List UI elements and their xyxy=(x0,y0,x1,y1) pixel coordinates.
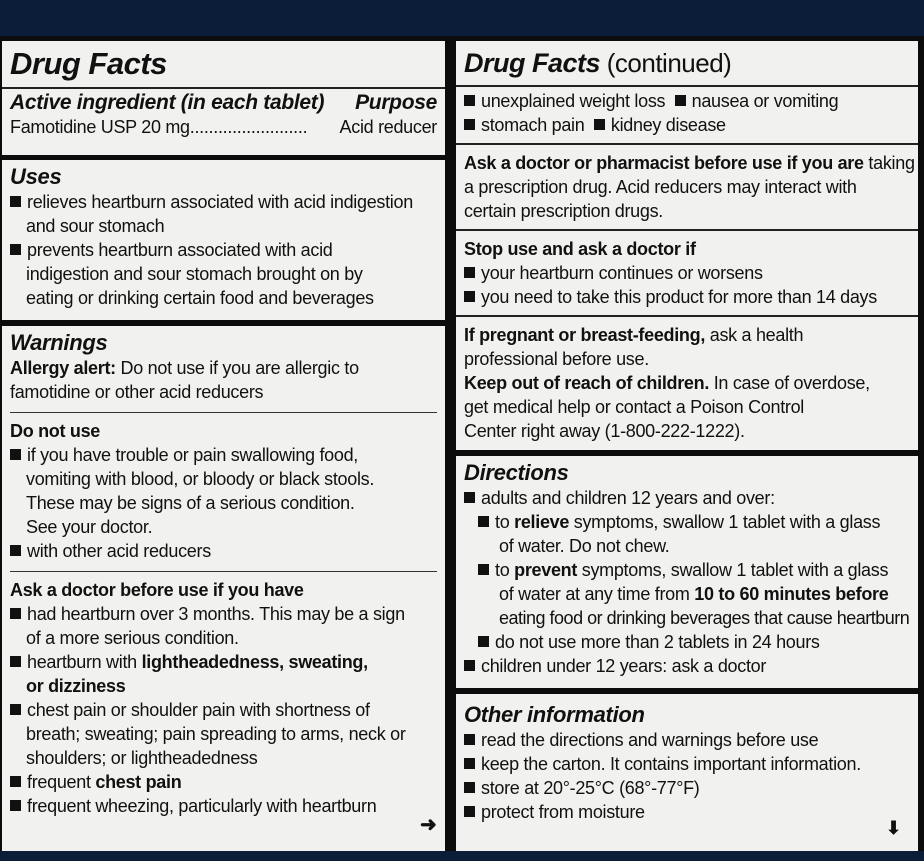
pregnancy-warning-cont: professional before use. xyxy=(464,349,649,369)
do-not-use-title: Do not use xyxy=(10,421,100,441)
active-ingredient-header xyxy=(10,91,437,115)
other-information-box xyxy=(456,694,918,851)
bullet-icon xyxy=(10,704,21,715)
bullet-icon xyxy=(10,608,21,619)
continued-box xyxy=(456,41,918,450)
pregnancy-warning: If pregnant or breast-feeding, ask a health xyxy=(464,325,804,345)
divider xyxy=(456,315,918,317)
list-item: adults and children 12 years and over: xyxy=(464,486,910,510)
list-item: of water. Do not chew. xyxy=(499,536,670,556)
uses-title: Uses xyxy=(10,164,62,189)
list-item: or dizziness xyxy=(26,676,126,696)
list-item: indigestion and sour stomach brought on by xyxy=(26,264,363,284)
divider xyxy=(456,85,918,87)
keep-out-of-reach-cont: get medical help or contact a Poison Control xyxy=(464,397,804,417)
bullet-icon xyxy=(478,516,489,527)
list-item: with other acid reducers xyxy=(10,539,437,563)
uses-box xyxy=(2,160,445,320)
list-item: your heartburn continues or worsens xyxy=(464,261,910,285)
bullet-icon xyxy=(10,196,21,207)
list-item: store at 20°-25°C (68°-77°F) xyxy=(464,776,910,800)
bullet-icon xyxy=(464,119,475,130)
bullet-icon xyxy=(10,244,21,255)
drug-facts-panel xyxy=(0,36,924,851)
list-item: protect from moisture xyxy=(464,800,910,824)
ask-pharmacist-cont: certain prescription drugs. xyxy=(464,201,663,221)
right-column xyxy=(456,36,918,851)
bullet-icon xyxy=(478,564,489,575)
bullet-icon xyxy=(464,291,475,302)
divider xyxy=(456,229,918,231)
list-item: prevents heartburn associated with acid xyxy=(10,238,437,262)
list-item: breath; sweating; pain spreading to arms, neck or xyxy=(26,724,406,744)
purpose-label: Purpose xyxy=(355,91,437,114)
list-item: if you have trouble or pain swallowing food, xyxy=(10,443,437,467)
drug-facts-continued-title: Drug Facts (continued) xyxy=(464,48,732,78)
bullet-icon xyxy=(478,636,489,647)
list-item: keep the carton. It contains important information. xyxy=(464,752,910,776)
active-ingredient-label: Active ingredient (in each tablet) xyxy=(10,91,325,114)
arrow-right-icon: ➜ xyxy=(420,814,437,836)
directions-title: Directions xyxy=(464,460,569,485)
list-item: relieves heartburn associated with acid indigestion xyxy=(10,190,437,214)
list-item: See your doctor. xyxy=(26,517,153,537)
bullet-icon xyxy=(464,806,475,817)
list-item: heartburn with lightheadedness, sweating, xyxy=(10,650,437,674)
bullet-icon xyxy=(464,660,475,671)
header-box xyxy=(2,41,445,155)
bullet-icon xyxy=(10,776,21,787)
list-item: of a more serious condition. xyxy=(26,628,239,648)
divider xyxy=(10,412,437,413)
bullet-icon xyxy=(464,492,475,503)
list-item: stomach pain kidney disease xyxy=(464,113,910,137)
bullet-icon xyxy=(675,95,686,106)
bullet-icon xyxy=(10,449,21,460)
bullet-icon xyxy=(464,782,475,793)
list-item: to relieve symptoms, swallow 1 tablet with a glass xyxy=(464,510,910,534)
drug-facts-title: Drug Facts xyxy=(10,46,167,81)
divider xyxy=(456,143,918,145)
list-item: shoulders; or lightheadedness xyxy=(26,748,258,768)
bullet-icon xyxy=(594,119,605,130)
bullet-icon xyxy=(464,95,475,106)
divider xyxy=(2,87,445,89)
list-item: frequent chest pain xyxy=(10,770,437,794)
list-item: do not use more than 2 tablets in 24 hours xyxy=(464,630,910,654)
stop-use-title: Stop use and ask a doctor if xyxy=(464,239,696,259)
other-information-title: Other information xyxy=(464,702,645,727)
left-column xyxy=(2,36,445,851)
ask-pharmacist-cont: a prescription drug. Acid reducers may interact with xyxy=(464,177,857,197)
list-item: vomiting with blood, or bloody or black stools. xyxy=(26,469,375,489)
directions-box xyxy=(456,456,918,688)
list-item: and sour stomach xyxy=(26,216,165,236)
bullet-icon xyxy=(464,267,475,278)
list-item: frequent wheezing, particularly with heartburn xyxy=(10,794,437,818)
bullet-icon xyxy=(10,656,21,667)
list-item: chest pain or shoulder pain with shortness of xyxy=(10,698,437,722)
warnings-title: Warnings xyxy=(10,330,108,355)
divider xyxy=(10,571,437,572)
arrow-down-icon: ⬇ xyxy=(886,818,902,838)
keep-out-of-reach-cont: Center right away (1-800-222-1222). xyxy=(464,421,745,441)
warnings-box xyxy=(2,326,445,851)
bullet-icon xyxy=(10,545,21,556)
ingredient-name: Famotidine USP 20 mg......................... xyxy=(10,117,308,137)
list-item: These may be signs of a serious condition. xyxy=(26,493,355,513)
ask-pharmacist: Ask a doctor or pharmacist before use if you are taking xyxy=(464,153,915,173)
allergy-alert-cont: famotidine or other acid reducers xyxy=(10,382,264,402)
bullet-icon xyxy=(464,734,475,745)
bottom-bar xyxy=(0,851,924,861)
bullet-icon xyxy=(464,758,475,769)
top-bar xyxy=(0,0,924,36)
ingredient-purpose: Acid reducer xyxy=(339,117,437,137)
list-item: eating or drinking certain food and beverages xyxy=(26,288,374,308)
list-item: of water at any time from 10 to 60 minutes before xyxy=(499,584,889,604)
bullet-icon xyxy=(10,800,21,811)
keep-out-of-reach: Keep out of reach of children. In case of overdose, xyxy=(464,373,870,393)
list-item: had heartburn over 3 months. This may be a sign xyxy=(10,602,437,626)
ingredient-row xyxy=(10,115,437,139)
list-item: unexplained weight loss nausea or vomiting xyxy=(464,89,910,113)
ask-doctor-title: Ask a doctor before use if you have xyxy=(10,580,304,600)
allergy-alert: Allergy alert: Do not use if you are allergic to xyxy=(10,358,359,378)
list-item: children under 12 years: ask a doctor xyxy=(464,654,910,678)
list-item: to prevent symptoms, swallow 1 tablet with a glass xyxy=(464,558,910,582)
list-item: you need to take this product for more than 14 days xyxy=(464,285,910,309)
list-item: read the directions and warnings before use xyxy=(464,728,910,752)
list-item: eating food or drinking beverages that cause heartburn xyxy=(499,608,910,628)
